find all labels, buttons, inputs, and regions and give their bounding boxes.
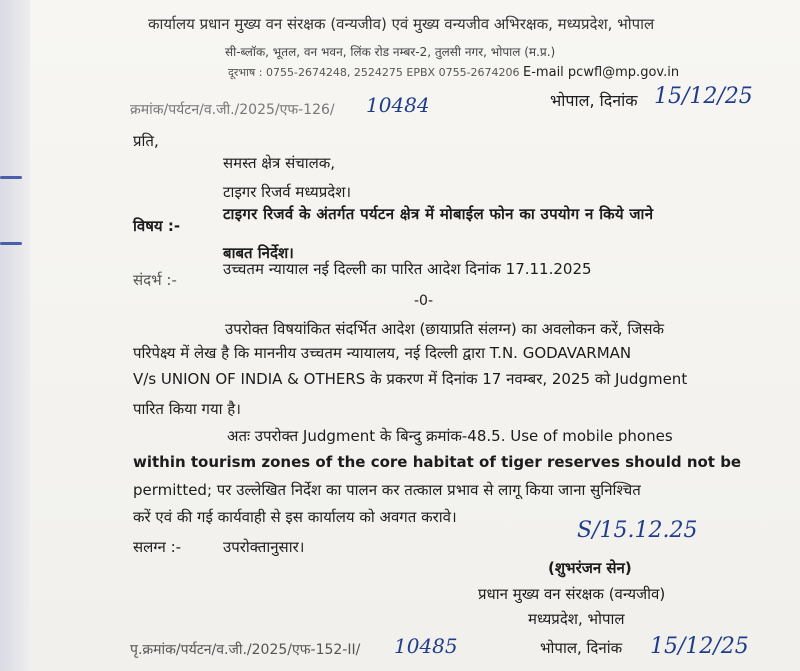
subject-text: बाबत निर्देश। — [223, 244, 294, 262]
signatory-place: मध्यप्रदेश, भोपाल — [528, 610, 625, 628]
subject-text: टाइगर रिजर्व के अंतर्गत पर्यटन क्षेत्र में मोबाईल फोन का उपयोग न किये जाने — [223, 205, 654, 223]
paragraph-line: परिपेक्ष्य में लेख है कि माननीय उच्चतम न्यायालय, नई दिल्ली द्वारा T.N. GODAVARMAN — [133, 344, 632, 362]
endorsement-reference-number: पृ.क्रमांक/पर्यटन/व.जी./2025/एफ-152-II/ — [130, 642, 361, 658]
endorsement-reference-handwritten: 10485 — [394, 634, 458, 658]
subject-label: विषय :- — [133, 217, 181, 235]
signature-handwritten: S/15.12.25 — [577, 518, 698, 543]
endorsement-place-date-label: भोपाल, दिनांक — [540, 639, 623, 657]
separator: -0- — [414, 293, 434, 309]
letterhead-address: सी-ब्लॉक, भूतल, वन भवन, लिंक रोड नम्बर-2, तुलसी नगर, भोपाल (म.प्र.) — [225, 45, 556, 59]
paragraph-line: permitted; पर उल्लेखित निर्देश का पालन कर तत्काल प्रभाव से लागू किया जाना सुनिश्चित — [133, 481, 641, 499]
paragraph-line: उपरोक्त विषयांकित संदर्भित आदेश (छायाप्रति संलग्न) का अवलोकन करें, जिसके — [225, 320, 664, 338]
reference-label: संदर्भ :- — [133, 271, 177, 289]
endorsement-date-handwritten: 15/12/25 — [650, 634, 749, 659]
paragraph-line: V/s UNION OF INDIA & OTHERS के प्रकरण में दिनांक 17 नवम्बर, 2025 को Judgment — [133, 370, 688, 388]
signatory-name: (शुभरंजन सेन) — [548, 559, 632, 577]
reference-text: उच्चतम न्यायाल नई दिल्ली का पारित आदेश दिनांक 17.11.2025 — [223, 260, 592, 278]
page-edge — [0, 0, 30, 671]
enclosure-text: उपरोक्तानुसार। — [223, 538, 305, 556]
reference-number-handwritten: 10484 — [366, 93, 430, 117]
paragraph-line: within tourism zones of the core habitat of tiger reserves should not be — [133, 453, 742, 471]
enclosure-label: सलग्न :- — [133, 538, 182, 556]
place-date-label: भोपाल, दिनांक — [550, 91, 638, 110]
reference-number: क्रमांक/पर्यटन/व.जी./2025/एफ-126/ — [130, 102, 335, 118]
addressee-line: समस्त क्षेत्र संचालक, — [223, 154, 336, 172]
edge-mark — [0, 242, 22, 245]
signatory-designation: प्रधान मुख्य वन संरक्षक (वन्यजीव) — [478, 585, 666, 603]
letter-sheet — [30, 0, 800, 671]
edge-mark — [0, 176, 22, 179]
letterhead-email: E-mail pcwfl@mp.gov.in — [523, 65, 680, 80]
letterhead-contact — [228, 65, 679, 80]
letterhead-phone: दूरभाष : 0755-2674248, 2524275 EPBX 0755-2674206 — [228, 66, 520, 79]
paragraph-line: अतः उपरोक्त Judgment के बिन्दु क्रमांक-48.5. Use of mobile phones — [227, 427, 673, 445]
paragraph-line: करें एवं की गई कार्यवाही से इस कार्यालय को अवगत करावे। — [133, 508, 457, 526]
to-label: प्रति, — [133, 132, 159, 150]
addressee-line: टाइगर रिजर्व मध्यप्रदेश। — [223, 183, 352, 201]
letterhead-office: कार्यालय प्रधान मुख्य वन संरक्षक (वन्यजीव) एवं मुख्य वन्यजीव अभिरक्षक, मध्यप्रदेश, भोपाल — [148, 15, 655, 33]
date-handwritten: 15/12/25 — [654, 84, 753, 109]
paragraph-line: पारित किया गया है। — [133, 400, 241, 418]
